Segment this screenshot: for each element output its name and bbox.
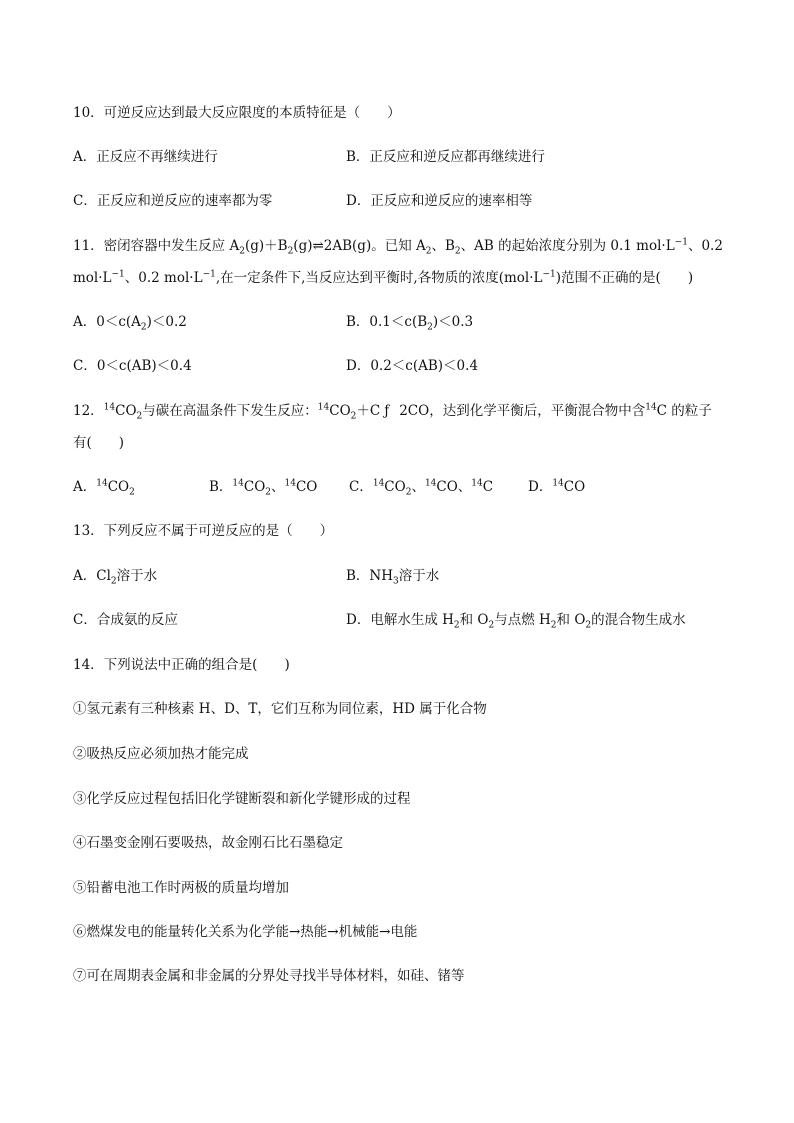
q10-option-a: A．正反应不再继续进行 xyxy=(73,149,218,165)
q14-statement-2: ②吸热反应必须加热才能完成 xyxy=(73,746,249,762)
q14-statement-6: ⑥燃煤发电的能量转化关系为化学能→热能→机械能→电能 xyxy=(73,924,418,940)
equilibrium-arrow: ƒ xyxy=(384,403,390,419)
q13-option-c: C．合成氨的反应 xyxy=(73,612,178,628)
q12-option-d: D．$^{14}$CO xyxy=(528,478,586,495)
q13-option-d: D．电解水生成 $H_2$和 $O_2$与点燃 $H_2$和 $O_2$的混合物生成水 xyxy=(346,612,686,631)
q13-option-b: B．$NH_3$溶于水 xyxy=(346,568,440,587)
q14-statement-7: ⑦可在周期表金属和非金属的分界处寻找半导体材料，如硅、锗等 xyxy=(73,968,465,984)
q12-stem-line2: 有( ) xyxy=(73,435,125,451)
q11-option-b: B．$0.1<c(B_2)<0.3$ xyxy=(346,314,474,333)
q12-option-b: B．$^{14}CO_2$、$^{14}$CO xyxy=(209,478,318,498)
q11-option-a: A．$0<c(A_2)<0.2$ xyxy=(73,314,187,333)
q14-statement-4: ④石墨变金刚石要吸热，故金刚石比石墨稳定 xyxy=(73,835,343,851)
q10-stem: 10．可逆反应达到最大反应限度的本质特征是（ ） xyxy=(73,105,401,121)
q14-statement-3: ③化学反应过程包括旧化学键断裂和新化学键形成的过程 xyxy=(73,791,411,807)
q11-stem-line2: $mol\cdot L^{-1}$、0.2 $mol\cdot L^{-1}$,在一定条件下,当反应达到平衡时,各物质的浓度$(mol\cdot L^{-1})$范围不正确的是( ) xyxy=(73,269,694,286)
q10-option-c: C．正反应和逆反应的速率都为零 xyxy=(73,193,273,209)
q14-stem: 14．下列说法中正确的组合是( ) xyxy=(73,657,290,673)
q10-option-d: D．正反应和逆反应的速率相等 xyxy=(346,193,533,209)
q11-option-c: C．0＜c(AB)＜0.4 xyxy=(73,358,192,374)
q12-option-a: A．$^{14}CO_2$ xyxy=(73,478,135,498)
q10-option-b: B．正反应和逆反应都再继续进行 xyxy=(346,149,545,165)
q13-option-a: A．$Cl_2$溶于水 xyxy=(73,568,158,587)
q14-statement-5: ⑤铅蓄电池工作时两极的质量均增加 xyxy=(73,880,289,896)
q14-statement-1: ①氢元素有三种核素 H、D、T，它们互称为同位素，HD 属于化合物 xyxy=(73,701,487,717)
q13-stem: 13．下列反应不属于可逆反应的是（ ） xyxy=(73,523,334,539)
q12-stem-line1: 12．$^{14}CO_2$与碳在高温条件下发生反应：$^{14}CO_2+C$ ƒ 2CO，达到化学平衡后，平衡混合物中含$^{14}$C 的粒子 xyxy=(73,402,712,422)
q12-option-c: C．$^{14}CO_2$、$^{14}$CO、$^{14}$C xyxy=(349,478,494,498)
q11-option-d: D．0.2＜c(AB)＜0.4 xyxy=(346,358,479,374)
q11-stem-line1: 11．密闭容器中发生反应 $A_2(g)+B_2(g)\rightleftharpoons 2AB(g)$。已知 $A_2$、$B_2$、AB 的起始浓度分别为 0.1 $mol\cdot L^{-1}$、0.2 xyxy=(73,237,723,257)
